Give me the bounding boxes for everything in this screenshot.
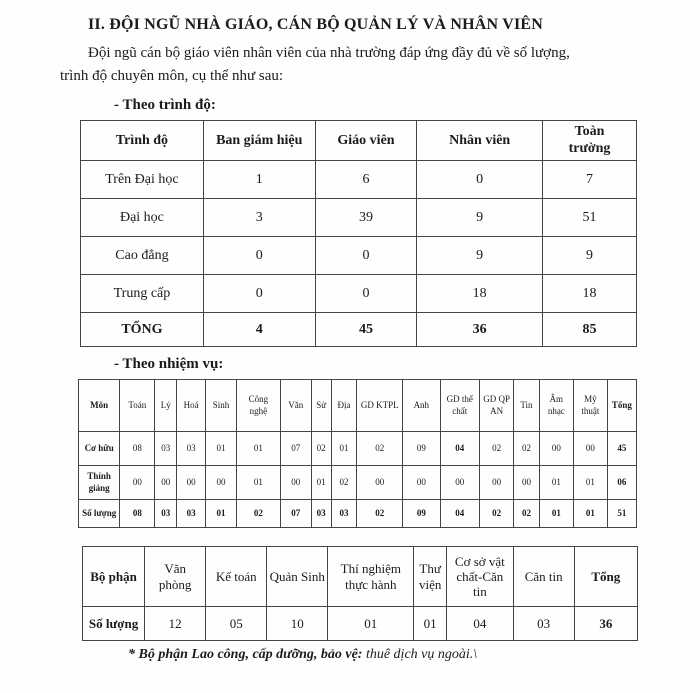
column-header: Văn <box>280 380 311 432</box>
table-cell: 02 <box>514 432 540 466</box>
table-cell: 0 <box>315 237 417 275</box>
row-label: Trên Đại học <box>81 161 204 199</box>
table-cell: 09 <box>403 432 440 466</box>
intro-line-2: trình độ chuyên môn, cụ thể như sau: <box>60 67 284 84</box>
column-header: GD thể chất <box>440 380 480 432</box>
column-header: Thư viện <box>414 547 447 607</box>
table-cell: 51 <box>543 199 637 237</box>
column-header: Nhân viên <box>417 121 543 161</box>
table-cell: 4 <box>203 313 315 347</box>
column-header: Sử <box>311 380 331 432</box>
table-cell: 01 <box>539 466 573 500</box>
table-cell: 01 <box>206 500 237 528</box>
column-header: Mỹ thuật <box>573 380 607 432</box>
table-cell: 08 <box>120 500 155 528</box>
column-header <box>543 121 637 161</box>
footnote <box>128 647 700 663</box>
column-header: Căn tin <box>513 547 574 607</box>
table-cell: 04 <box>447 607 514 641</box>
table-cell: 01 <box>539 500 573 528</box>
table-cell: 00 <box>573 432 607 466</box>
table-total-row <box>81 313 637 347</box>
table-cell: 36 <box>417 313 543 347</box>
table-cell: 1 <box>203 161 315 199</box>
table-cell: 03 <box>155 500 177 528</box>
table-cell: 00 <box>440 466 480 500</box>
column-header: Tin <box>514 380 540 432</box>
table-cell: 00 <box>120 466 155 500</box>
page-heading: II. ĐỘI NGŨ NHÀ GIÁO, CÁN BỘ QUẢN LÝ VÀ NHÂN VIÊN <box>88 16 544 33</box>
corner-header: Môn <box>79 380 120 432</box>
table-cell: 00 <box>155 466 177 500</box>
table-cell: 03 <box>177 432 206 466</box>
table-cell: 01 <box>331 432 357 466</box>
column-header: GD KTPL <box>357 380 403 432</box>
row-label: Đại học <box>81 199 204 237</box>
table-cell: 00 <box>480 466 514 500</box>
table-cell: 01 <box>206 432 237 466</box>
table-cell: 45 <box>607 432 636 466</box>
table-cell: 00 <box>514 466 540 500</box>
table-cell: 10 <box>267 607 328 641</box>
row-label: Số lượng <box>79 500 120 528</box>
table-cell: 05 <box>206 607 267 641</box>
table-cell: 08 <box>120 432 155 466</box>
row-label: Cơ hữu <box>79 432 120 466</box>
document-page <box>0 16 700 693</box>
table-cell: 06 <box>607 466 636 500</box>
table-cell: 04 <box>440 500 480 528</box>
table-row <box>81 161 637 199</box>
table-cell: 03 <box>513 607 574 641</box>
column-header: Anh <box>403 380 440 432</box>
table-row <box>79 432 637 466</box>
column-header: Hoá <box>177 380 206 432</box>
table-cell: 07 <box>280 500 311 528</box>
table-cell: 00 <box>177 466 206 500</box>
table-cell: 45 <box>315 313 417 347</box>
table-cell: 51 <box>607 500 636 528</box>
table-row <box>81 199 637 237</box>
table-cell: 01 <box>573 500 607 528</box>
intro-paragraph <box>60 42 660 87</box>
column-header: Tổng <box>607 380 636 432</box>
table-cell: 9 <box>417 237 543 275</box>
row-label: Số lượng <box>83 607 145 641</box>
table-cell: 09 <box>403 500 440 528</box>
table-cell: 02 <box>480 500 514 528</box>
table-row <box>83 607 638 641</box>
table-total-row <box>79 500 637 528</box>
table-cell: 00 <box>280 466 311 500</box>
column-header: Âm nhạc <box>539 380 573 432</box>
column-header: Quản Sinh <box>267 547 328 607</box>
table-cell: 02 <box>236 500 280 528</box>
table-row <box>79 466 637 500</box>
table-cell: 00 <box>539 432 573 466</box>
table-cell: 03 <box>331 500 357 528</box>
table-row <box>81 237 637 275</box>
column-header: Công nghệ <box>236 380 280 432</box>
intro-line-1: Đội ngũ cán bộ giáo viên nhân viên của nhà trường đáp ứng đầy đủ về số lượng, <box>88 45 570 61</box>
subject-header-row <box>79 380 637 432</box>
footnote-bold-text: * Bộ phận Lao công, cấp dưỡng, bảo vệ: <box>128 647 363 662</box>
table-cell: 01 <box>236 466 280 500</box>
table-cell: 02 <box>357 432 403 466</box>
column-header-label: Toàn trường <box>568 123 611 156</box>
row-label: TỔNG <box>81 313 204 347</box>
table-cell: 02 <box>357 500 403 528</box>
section-label-qualification: - Theo trình độ: <box>114 97 216 113</box>
table-cell: 12 <box>145 607 206 641</box>
row-label: Cao đẳng <box>81 237 204 275</box>
department-header-row <box>83 547 638 607</box>
table-cell: 01 <box>328 607 414 641</box>
footnote-regular-text: thuê dịch vụ ngoài.\ <box>362 647 478 662</box>
table-cell: 00 <box>206 466 237 500</box>
table-cell: 02 <box>514 500 540 528</box>
column-header: Trình độ <box>81 121 204 161</box>
table-cell: 0 <box>315 275 417 313</box>
table-cell: 02 <box>331 466 357 500</box>
table-cell: 04 <box>440 432 480 466</box>
column-header: Cơ sở vật chất-Căn tin <box>447 547 514 607</box>
column-header: Lý <box>155 380 177 432</box>
column-header: GD QP AN <box>480 380 514 432</box>
qualification-header-row <box>81 121 637 161</box>
table-cell: 03 <box>311 500 331 528</box>
column-header: Tổng <box>574 547 637 607</box>
table-cell: 3 <box>203 199 315 237</box>
table-cell: 03 <box>155 432 177 466</box>
table-cell: 0 <box>417 161 543 199</box>
table-cell: 9 <box>417 199 543 237</box>
column-header: Toán <box>120 380 155 432</box>
table-cell: 6 <box>315 161 417 199</box>
table-cell: 18 <box>417 275 543 313</box>
column-header: Giáo viên <box>315 121 417 161</box>
table-cell: 02 <box>311 432 331 466</box>
column-header: Sinh <box>206 380 237 432</box>
table-cell: 01 <box>236 432 280 466</box>
subject-table <box>78 379 637 528</box>
column-header: Ban giám hiệu <box>203 121 315 161</box>
row-label: Trung cấp <box>81 275 204 313</box>
row-label: Thỉnh giảng <box>79 466 120 500</box>
column-header: Địa <box>331 380 357 432</box>
table-cell: 01 <box>414 607 447 641</box>
table-cell: 01 <box>573 466 607 500</box>
table-cell: 39 <box>315 199 417 237</box>
table-cell: 01 <box>311 466 331 500</box>
table-cell: 0 <box>203 275 315 313</box>
table-cell: 9 <box>543 237 637 275</box>
table-cell: 85 <box>543 313 637 347</box>
section-label-duty: - Theo nhiệm vụ: <box>114 356 224 372</box>
column-header: Văn phòng <box>145 547 206 607</box>
table-cell: 18 <box>543 275 637 313</box>
table-cell: 7 <box>543 161 637 199</box>
corner-header: Bộ phận <box>83 547 145 607</box>
table-cell: 00 <box>357 466 403 500</box>
qualification-table <box>80 120 637 347</box>
table-cell: 00 <box>403 466 440 500</box>
department-table <box>82 546 638 641</box>
column-header: Kế toán <box>206 547 267 607</box>
table-cell: 02 <box>480 432 514 466</box>
table-cell: 36 <box>574 607 637 641</box>
table-cell: 0 <box>203 237 315 275</box>
table-row <box>81 275 637 313</box>
table-cell: 03 <box>177 500 206 528</box>
column-header: Thí nghiệm thực hành <box>328 547 414 607</box>
table-cell: 07 <box>280 432 311 466</box>
